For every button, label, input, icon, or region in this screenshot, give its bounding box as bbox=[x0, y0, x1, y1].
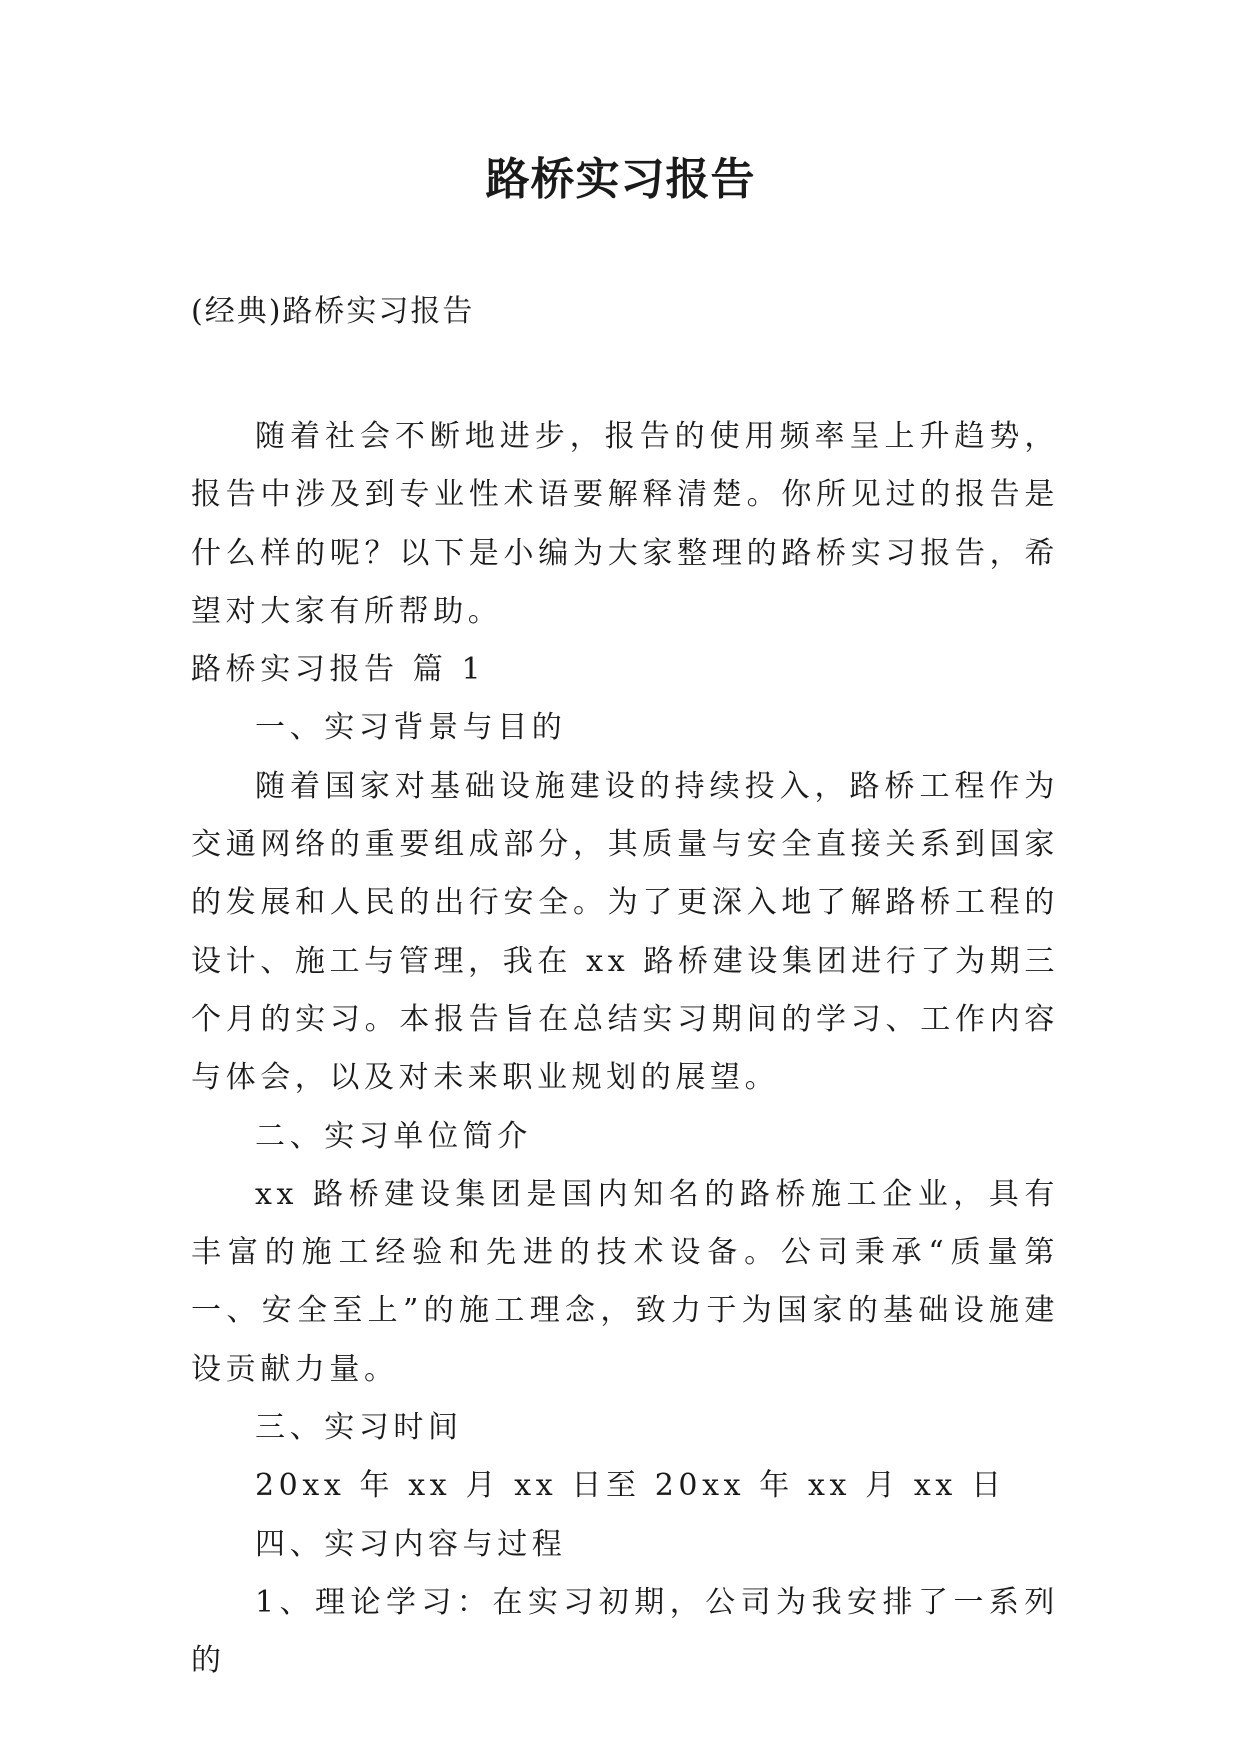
paragraph-time: 20xx 年 xx 月 xx 日至 20xx 年 xx 月 xx 日 bbox=[255, 1468, 1006, 1504]
heading-company: 二、实习单位简介 bbox=[255, 1118, 532, 1154]
paragraph-theory: 1、理论学习：在实习初期，公司为我安排了一系列的 bbox=[191, 1584, 1059, 1679]
document-title: 路桥实习报告 bbox=[485, 154, 756, 205]
paragraph-intro: 随着社会不断地进步，报告的使用频率呈上升趋势，报告中涉及到专业性术语要解释清楚。你所见过的报告是什么样的呢？以下是小编为大家整理的路桥实习报告，希望对大家有所帮助。 bbox=[191, 419, 1059, 629]
heading-content: 四、实习内容与过程 bbox=[255, 1526, 567, 1562]
paragraph-company: xx 路桥建设集团是国内知名的路桥施工企业，具有丰富的施工经验和先进的技术设备。公司秉承“质量第一、安全至上”的施工理念，致力于为国家的基础设施建设贡献力量。 bbox=[191, 1176, 1059, 1387]
heading-time: 三、实习时间 bbox=[255, 1410, 463, 1446]
document-subtitle: (经典)路桥实习报告 bbox=[191, 294, 475, 329]
document-body bbox=[191, 408, 1059, 1691]
paragraph-background: 随着国家对基础设施建设的持续投入，路桥工程作为交通网络的重要组成部分，其质量与安全直接关系到国家的发展和人民的出行安全。为了更深入地了解路桥工程的设计、施工与管理，我在 xx 路桥建设集团进行了为期三个月的实习。本报告旨在总结实习期间的学习、工作内容与体会，以及对未来职业规划的展望。 bbox=[191, 768, 1059, 1096]
section-title-part-1: 路桥实习报告 篇 1 bbox=[191, 652, 486, 688]
heading-background: 一、实习背景与目的 bbox=[255, 710, 567, 746]
